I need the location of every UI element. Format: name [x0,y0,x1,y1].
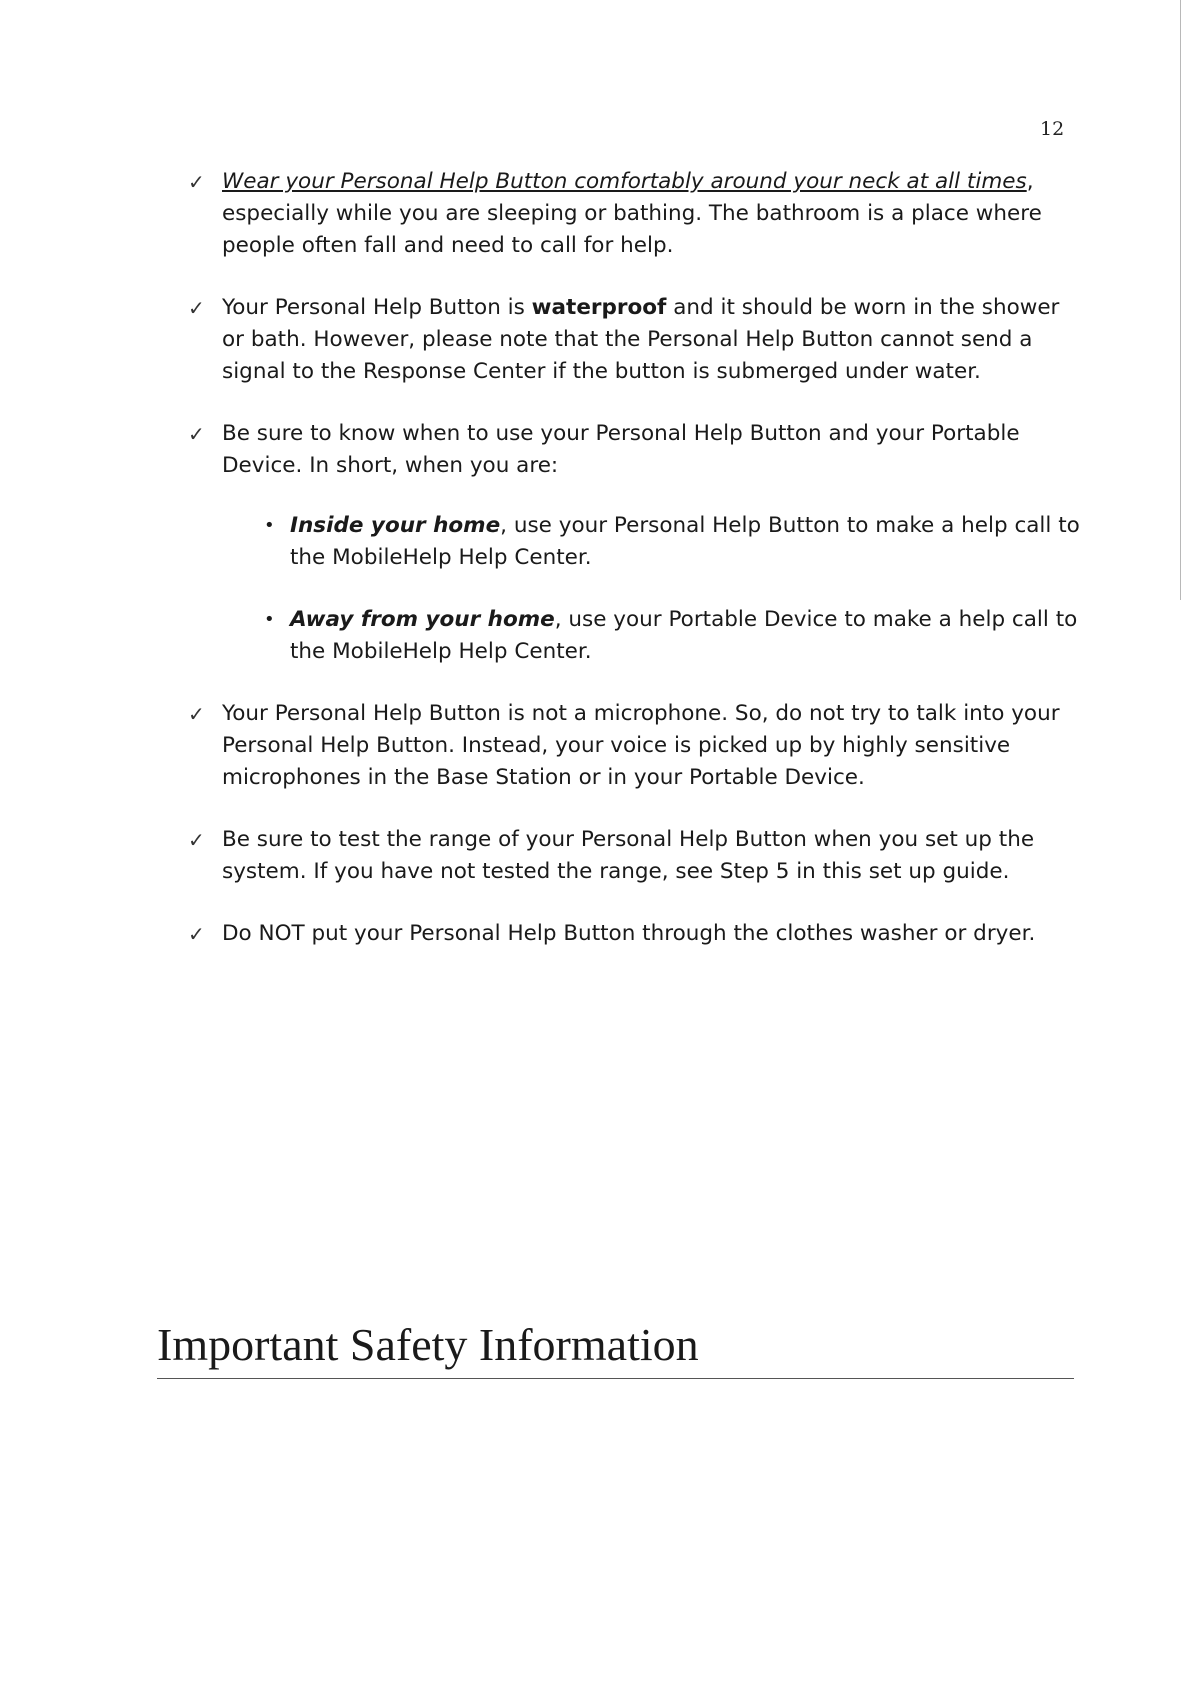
checklist [188,166,1088,980]
item-bold: waterproof [531,295,667,320]
item-emphasis: Wear your Personal Help Button comfortably around your neck at all times [222,169,1027,194]
bullet-icon: • [264,515,275,536]
checklist-item-microphone [188,698,1088,794]
bullet-away-from-home [256,604,1088,668]
checkmark-icon: ✓ [188,702,205,726]
page-number: 12 [1040,118,1065,140]
bullet-text: , use your Portable Device to make a help call to the MobileHelp Help Center. [290,607,1078,664]
checklist-item-wear [188,166,1088,262]
checkmark-icon: ✓ [188,296,205,320]
section-title: Important Safety Information [157,1319,699,1370]
item-text: , especially while you are sleeping or bathing. The bathroom is a place where people often fall and need to call for help. [222,169,1042,258]
checklist-item-range-test [188,824,1088,888]
bullet-text: , use your Personal Help Button to make a help call to the MobileHelp Help Center. [290,513,1080,570]
checklist-item-when-to-use [188,418,1088,668]
item-text: Be sure to test the range of your Personal Help Button when you set up the system. If you have not tested the range, see Step 5 in this set up guide. [222,827,1035,884]
item-text: Do NOT put your Personal Help Button through the clothes washer or dryer. [222,921,1036,946]
bullet-emphasis: Away from your home [290,607,555,632]
item-text: Your Personal Help Button is [222,295,532,320]
checklist-item-waterproof [188,292,1088,388]
scan-edge-line [1180,0,1181,600]
checkmark-icon: ✓ [188,828,205,852]
bullet-inside-home [256,510,1088,574]
item-text: Your Personal Help Button is not a microphone. So, do not try to talk into your Personal Help Button. Instead, your voice is picked up by highly sensitive microphones in the Base Station or in your Portable Device. [222,701,1060,790]
checkmark-icon: ✓ [188,922,205,946]
usage-bullet-list [222,510,1088,668]
item-text: Be sure to know when to use your Personal Help Button and your Portable Device. In short, when you are: [222,421,1020,478]
bullet-icon: • [264,609,275,630]
checkmark-icon: ✓ [188,422,205,446]
item-text: and it should be worn in the shower or bath. However, please note that the Personal Help Button cannot send a signal to the Response Center if the button is submerged under water. [222,295,1060,384]
title-underline [157,1378,1074,1379]
bullet-emphasis: Inside your home [290,513,501,538]
checkmark-icon: ✓ [188,170,205,194]
checklist-item-washer [188,918,1088,950]
